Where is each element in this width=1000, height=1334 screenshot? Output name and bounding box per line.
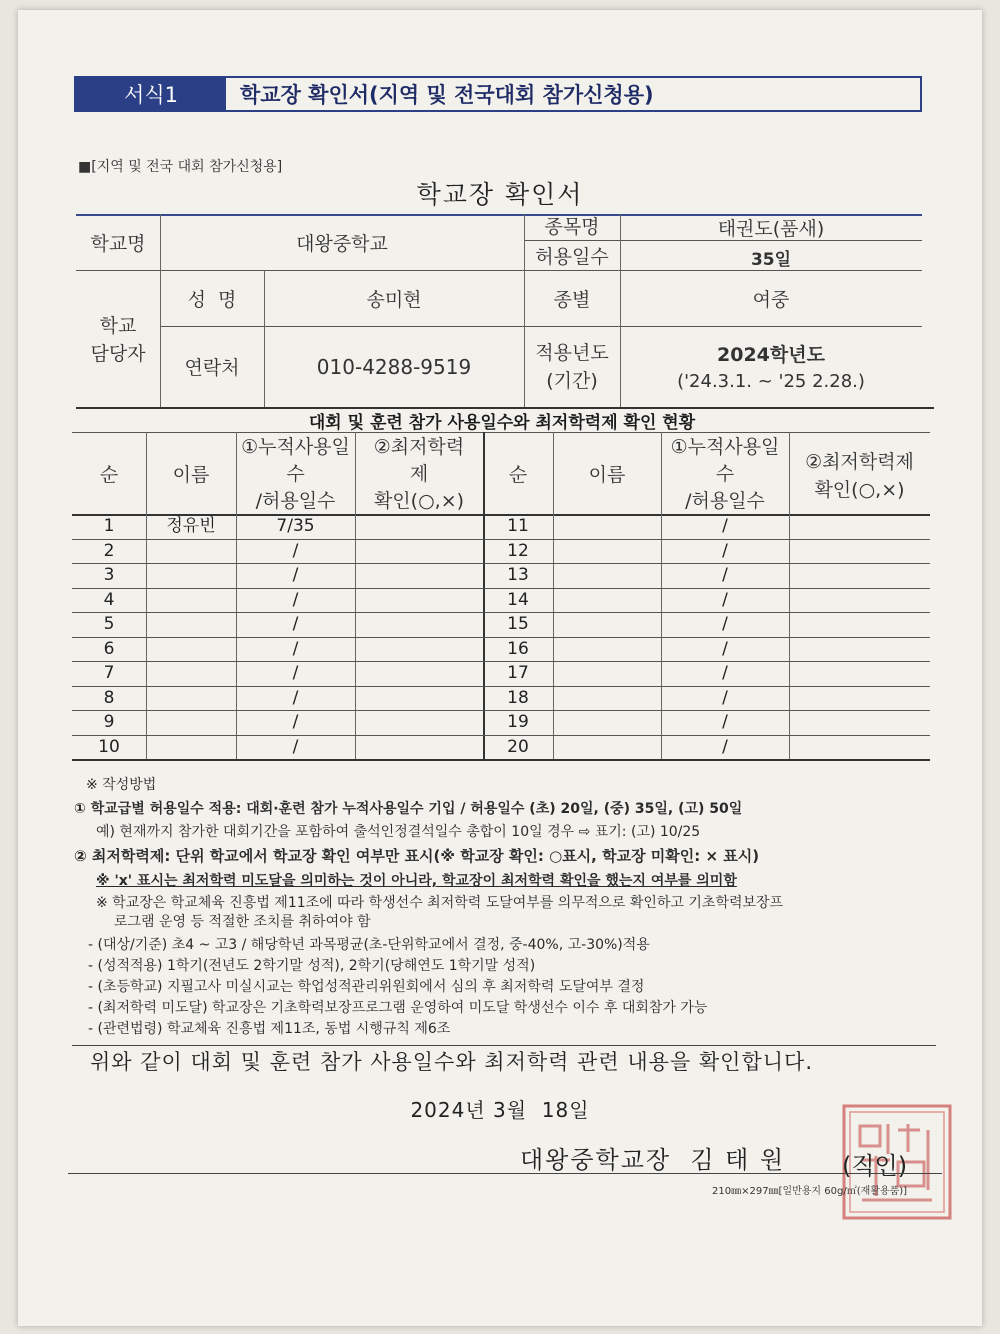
row-number: 9 [103,712,115,732]
category-value: 여중 [752,288,790,311]
row-days-used: / [722,663,728,683]
confirmation-statement: 위와 같이 대회 및 훈련 참가 사용일수와 최저학력 관련 내용을 확인합니다. [90,1050,814,1074]
signature-divider [68,1173,942,1174]
col-min-left-line2: 제 [409,462,429,485]
allowed-days-label: 허용일수 [535,245,609,268]
row-days-used: / [722,589,728,610]
col-name-left: 이름 [172,463,210,486]
form-tag: 서식1 [76,78,226,110]
row-days-used: / [292,736,299,757]
event-value: 태권도(품새) [717,217,825,240]
issue-date: 2024년 3월 18일 [410,1098,590,1122]
note-2-b-line2: 로그램 운영 등 적절한 조치를 취하여야 함 [114,914,371,930]
apply-year-label-line1: 적용년도 [535,341,609,364]
col-min-right-line1: ②최저학력제 [805,450,914,473]
note-2-a: ※ 'x' 표시는 최저학력 미도달을 의미하는 것이 아니라, 학교장이 최저학력 확인을 했는지 여부를 의미함 [96,873,737,889]
row-days-used: / [722,712,728,732]
seal-label: (직인) [842,1152,908,1180]
row-days-used: / [722,516,728,536]
col-days-left-line3: /허용일수 [255,489,336,512]
row-number: 6 [103,638,115,659]
row-number: 8 [103,687,115,708]
row-number: 18 [507,687,529,708]
allowed-days-value: 35일 [750,249,792,270]
row-number: 19 [507,712,529,732]
row-days-used: / [292,687,299,708]
status-table-title: 대회 및 훈련 참가 사용일수와 최저학력제 확인 현황 [308,413,696,433]
row-days-used: 7/35 [276,516,315,536]
row-number: 4 [103,589,115,610]
note-2: ② 최저학력제: 단위 학교에서 학교장 확인 여부만 표시(※ 학교장 확인: ○표시, 학교장 미확인: × 표시) [74,847,760,865]
form-title: 학교장 확인서(지역 및 전국대회 참가신청용) [240,83,654,107]
col-no-right: 순 [508,463,528,486]
col-name-right: 이름 [588,463,626,486]
form-header [74,76,922,112]
col-no-left: 순 [99,463,119,486]
manager-label-line2: 담당자 [90,342,146,365]
row-number: 16 [507,638,529,659]
col-days-left-line2: 수 [286,462,305,485]
row-number: 1 [103,516,115,536]
paper-spec-footnote: 210㎜×297㎜[일반용지 60g/㎡(재활용품)] [712,1186,908,1197]
event-label: 종목명 [544,215,600,238]
contact-label: 연락처 [184,357,240,379]
row-days-used: / [292,712,299,732]
row-days-used: / [292,565,299,585]
row-student-name: 정유빈 [166,516,216,536]
row-days-used: / [722,540,728,561]
col-days-right-line2: 수 [715,462,735,485]
sub-header: ■[지역 및 전국 대회 참가신청용] [78,159,283,175]
detail-4: - (최저학력 미도달) 학교장은 기초학력보장프로그램 운영하여 미도달 학생선수 이수 후 대회참가 가능 [88,1000,708,1016]
note-2-b-line1: ※ 학교장은 학교체육 진흥법 제11조에 따라 학생선수 최저학력 도달여부를 의무적으로 확인하고 기초학력보장프 [96,895,784,911]
row-number: 15 [507,614,529,634]
apply-year-value: 2024학년도 [717,343,825,366]
notes-heading: ※ 작성방법 [86,777,157,793]
category-label: 종별 [553,288,591,311]
row-number: 5 [103,614,115,634]
apply-year-label-line2: (기간) [546,369,598,392]
row-number: 2 [103,540,115,561]
col-days-right-line3: /허용일수 [685,489,765,512]
row-number: 11 [507,516,529,536]
school-value: 대왕중학교 [296,232,388,255]
note-1: ① 학교급별 허용일수 적용: 대회·훈련 참가 누적사용일수 기입 / 허용일수 (초) 20일, (중) 35일, (고) 50일 [74,801,743,817]
row-number: 3 [103,565,115,585]
contact-value: 010-4288-9519 [316,354,472,379]
row-number: 14 [507,589,529,610]
row-days-used: / [292,589,299,610]
principal-signature: 대왕중학교장 김 태 원 [520,1146,786,1174]
col-min-right-line2: 확인(○,×) [814,478,905,501]
row-days-used: / [722,638,728,659]
col-days-left-line1: ①누적사용일 [241,435,350,458]
row-number: 13 [507,565,529,585]
col-min-left-line3: 확인(○,×) [373,489,465,512]
row-days-used: / [292,638,299,659]
row-number: 10 [98,736,120,757]
col-min-left-line1: ②최저학력 [373,435,465,458]
school-label: 학교명 [90,232,146,255]
detail-3: - (초등학교) 지필고사 미실시교는 학업성적관리위원회에서 심의 후 최저학력 도달여부 결정 [88,979,645,995]
row-days-used: / [292,614,299,634]
row-days-used: / [722,565,728,585]
name-value: 송미현 [366,288,422,311]
row-number: 7 [103,663,115,683]
row-days-used: / [722,687,728,708]
apply-period-value: ('24.3.1. ~ '25 2.28.) [677,370,865,392]
row-number: 12 [507,540,529,561]
row-number: 20 [507,736,529,757]
row-days-used: / [722,614,728,634]
row-days-used: / [292,540,299,561]
status-bottom-border [72,759,930,761]
name-label: 성 명 [187,288,237,311]
detail-2: - (성적적용) 1학기(전년도 2학기말 성적), 2학기(당해연도 1학기말 성적) [88,958,536,974]
manager-label-line1: 학교 [99,314,137,337]
col-days-right-line1: ①누적사용일 [670,435,780,458]
detail-1: - (대상/기준) 초4 ~ 고3 / 해당학년 과목평균(초-단위학교에서 결정, 중-40%, 고-30%)적용 [88,937,650,953]
note-1-example: 예) 현재까지 참가한 대회기간을 포함하여 출석인정결석일수 총합이 10일 경우 ⇨ 표기: (고) 10/25 [96,824,701,840]
row-days-used: / [722,736,728,757]
row-number: 17 [507,663,529,683]
detail-5: - (관련법령) 학교체육 진흥법 제11조, 동법 시행규칙 제6조 [88,1021,451,1037]
document-title: 학교장 확인서 [416,180,584,209]
row-days-used: / [292,663,299,683]
